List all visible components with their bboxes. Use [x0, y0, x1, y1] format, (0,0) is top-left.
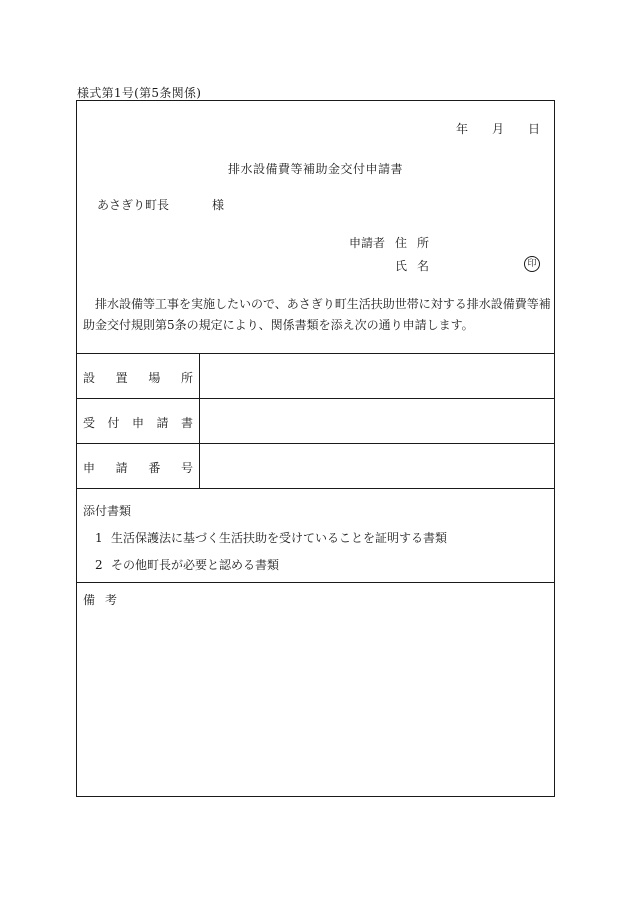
attachment-item: [95, 556, 279, 573]
form-title: 排水設備費等補助金交付申請書: [227, 162, 403, 176]
address-label: 住所: [395, 236, 440, 250]
date-year-label: 年: [456, 122, 469, 136]
seal-mark: 印: [524, 256, 540, 272]
date-day-label: 日: [528, 122, 541, 136]
row-label-text: 受 付 申 請 書: [83, 416, 193, 430]
attachment-text: 生活保護法に基づく生活扶助を受けていることを証明する書類: [111, 531, 448, 545]
honorific: 様: [212, 198, 225, 212]
date-month-label: 月: [492, 122, 505, 136]
row-label-text: 申 請 番 号: [83, 461, 193, 475]
divider: [77, 488, 554, 489]
application-form-frame: [76, 100, 555, 797]
attachment-text: その他町長が必要と認める書類: [111, 558, 280, 572]
attachments-heading: 添付書類: [83, 504, 132, 518]
divider: [77, 353, 554, 354]
row-label-text: 設 置 場 所: [83, 371, 193, 385]
application-statement: 排水設備等工事を実施したいので、あさぎり町生活扶助世帯に対する排水設備費等補助金交付規則第5条の規定により、関係書類を添え次の通り申請します。: [83, 297, 551, 332]
name-label: 氏名: [395, 259, 440, 273]
row-label-number: [83, 459, 193, 476]
divider: [77, 443, 554, 444]
table-column-divider: [199, 353, 200, 488]
applicant-label: 申請者: [349, 236, 386, 250]
form-number: 様式第1号(第5条関係): [77, 86, 202, 100]
attachment-number: 2: [95, 558, 103, 572]
attachment-number: 1: [95, 531, 103, 545]
divider: [77, 582, 554, 583]
addressee: あさぎり町長: [97, 198, 170, 212]
remarks-label: 備考: [83, 593, 128, 607]
date-line: [456, 120, 540, 137]
attachment-item: [95, 529, 447, 546]
row-label-reception: [83, 414, 193, 431]
row-label-location: [83, 369, 193, 386]
divider: [77, 398, 554, 399]
